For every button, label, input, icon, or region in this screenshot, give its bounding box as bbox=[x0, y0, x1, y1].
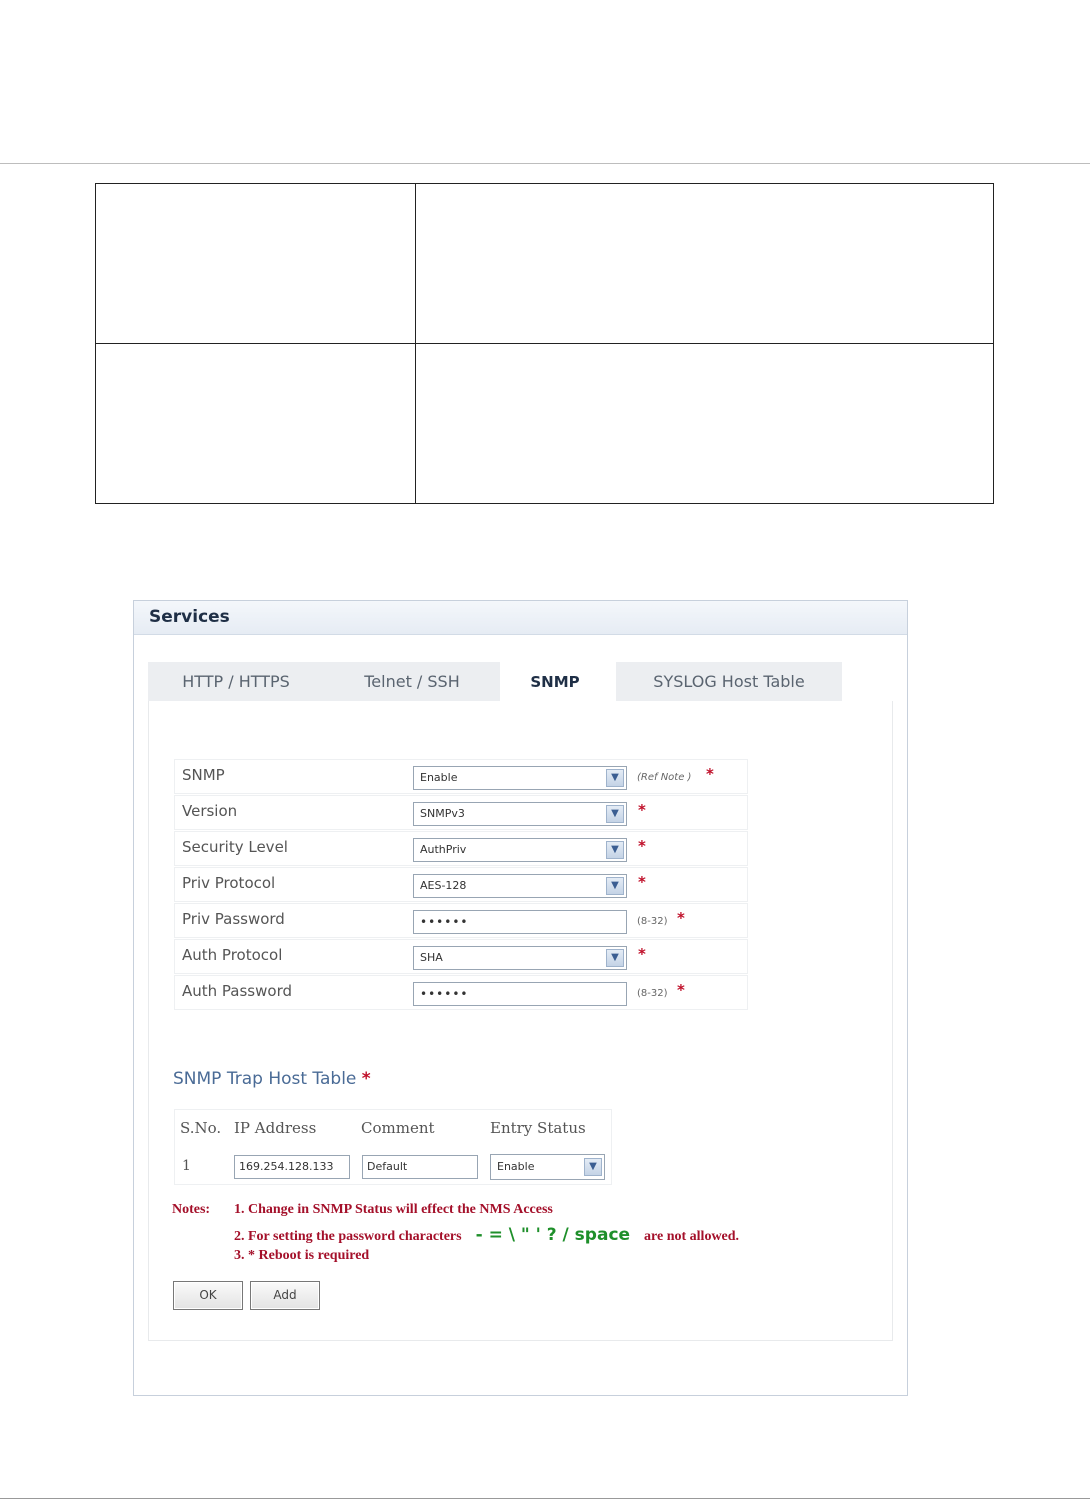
priv-password-input[interactable]: •••••• bbox=[413, 910, 627, 934]
column-header-comment: Comment bbox=[361, 1119, 435, 1137]
notes-label: Notes: bbox=[172, 1202, 211, 1217]
table-cell bbox=[96, 184, 416, 344]
chevron-down-icon[interactable]: ▼ bbox=[584, 1158, 602, 1176]
length-hint: (8-32) bbox=[637, 916, 668, 927]
field-row-priv-password bbox=[174, 903, 748, 938]
field-label: Auth Protocol bbox=[182, 946, 283, 964]
field-label: Version bbox=[182, 802, 238, 820]
tab-http-https[interactable]: HTTP / HTTPS bbox=[148, 662, 324, 702]
field-label: Priv Password bbox=[182, 910, 285, 928]
table-cell bbox=[96, 344, 416, 504]
select-value: SNMPv3 bbox=[420, 807, 465, 820]
required-asterisk: * bbox=[638, 945, 646, 963]
row-number: 1 bbox=[182, 1158, 191, 1174]
table-row bbox=[96, 344, 994, 504]
snmp-content bbox=[148, 701, 893, 1341]
table-cell bbox=[416, 184, 994, 344]
snmp-select[interactable] bbox=[413, 766, 627, 790]
note-2-suffix: are not allowed. bbox=[644, 1229, 740, 1244]
entry-status-select[interactable] bbox=[490, 1154, 605, 1180]
auth-protocol-select[interactable] bbox=[413, 946, 627, 970]
field-label: Security Level bbox=[182, 838, 288, 856]
ref-note-hint: (Ref Note ) bbox=[637, 772, 692, 783]
version-select[interactable] bbox=[413, 802, 627, 826]
field-label: SNMP bbox=[182, 766, 225, 784]
column-header-entry-status: Entry Status bbox=[490, 1119, 586, 1137]
field-row-security-level bbox=[174, 831, 748, 866]
select-value: SHA bbox=[420, 951, 443, 964]
column-header-sno: S.No. bbox=[180, 1119, 222, 1137]
select-value: AuthPriv bbox=[420, 843, 467, 856]
table-row bbox=[96, 184, 994, 344]
document-table bbox=[95, 183, 994, 504]
security-level-select[interactable] bbox=[413, 838, 627, 862]
required-asterisk: * bbox=[638, 873, 646, 891]
note-2-prefix: 2. For setting the password characters bbox=[234, 1229, 462, 1244]
trap-table-title bbox=[173, 1069, 371, 1089]
tab-telnet-ssh[interactable]: Telnet / SSH bbox=[324, 662, 500, 702]
note-line-2 bbox=[234, 1225, 739, 1245]
tab-snmp[interactable]: SNMP bbox=[500, 662, 610, 702]
forbidden-characters: - = \ " ' ? / space bbox=[475, 1225, 631, 1245]
priv-protocol-select[interactable] bbox=[413, 874, 627, 898]
chevron-down-icon[interactable]: ▼ bbox=[606, 877, 624, 895]
ok-button[interactable]: OK bbox=[173, 1281, 243, 1310]
required-asterisk: * bbox=[638, 801, 646, 819]
note-line-3: 3. * Reboot is required bbox=[234, 1248, 370, 1263]
services-panel bbox=[133, 600, 908, 1396]
required-asterisk: * bbox=[677, 981, 685, 999]
length-hint: (8-32) bbox=[637, 988, 668, 999]
select-value: Enable bbox=[497, 1160, 535, 1173]
panel-title: Services bbox=[134, 601, 907, 635]
ip-address-input[interactable]: 169.254.128.133 bbox=[234, 1155, 350, 1179]
trap-title-text: SNMP Trap Host Table bbox=[173, 1069, 357, 1089]
field-label: Priv Protocol bbox=[182, 874, 276, 892]
column-header-ip: IP Address bbox=[234, 1119, 317, 1137]
chevron-down-icon[interactable]: ▼ bbox=[606, 841, 624, 859]
note-line-1: 1. Change in SNMP Status will effect the NMS Access bbox=[234, 1202, 553, 1217]
add-button[interactable]: Add bbox=[250, 1281, 320, 1310]
field-row-snmp bbox=[174, 759, 748, 794]
required-asterisk: * bbox=[677, 909, 685, 927]
required-asterisk: * bbox=[706, 765, 714, 783]
required-asterisk: * bbox=[361, 1069, 371, 1089]
field-row-priv-protocol bbox=[174, 867, 748, 902]
field-label: Auth Password bbox=[182, 982, 292, 1000]
tab-syslog-host-table[interactable]: SYSLOG Host Table bbox=[616, 662, 842, 702]
auth-password-input[interactable]: •••••• bbox=[413, 982, 627, 1006]
page-top-rule bbox=[0, 163, 1090, 164]
field-row-version bbox=[174, 795, 748, 830]
chevron-down-icon[interactable]: ▼ bbox=[606, 949, 624, 967]
table-cell bbox=[416, 344, 994, 504]
select-value: AES-128 bbox=[420, 879, 467, 892]
select-value: Enable bbox=[420, 771, 458, 784]
field-row-auth-password bbox=[174, 975, 748, 1010]
chevron-down-icon[interactable]: ▼ bbox=[606, 805, 624, 823]
comment-input[interactable]: Default bbox=[362, 1155, 478, 1179]
field-row-auth-protocol bbox=[174, 939, 748, 974]
trap-host-table bbox=[174, 1109, 612, 1185]
page-bottom-rule bbox=[0, 1498, 1090, 1499]
chevron-down-icon[interactable]: ▼ bbox=[606, 769, 624, 787]
required-asterisk: * bbox=[638, 837, 646, 855]
